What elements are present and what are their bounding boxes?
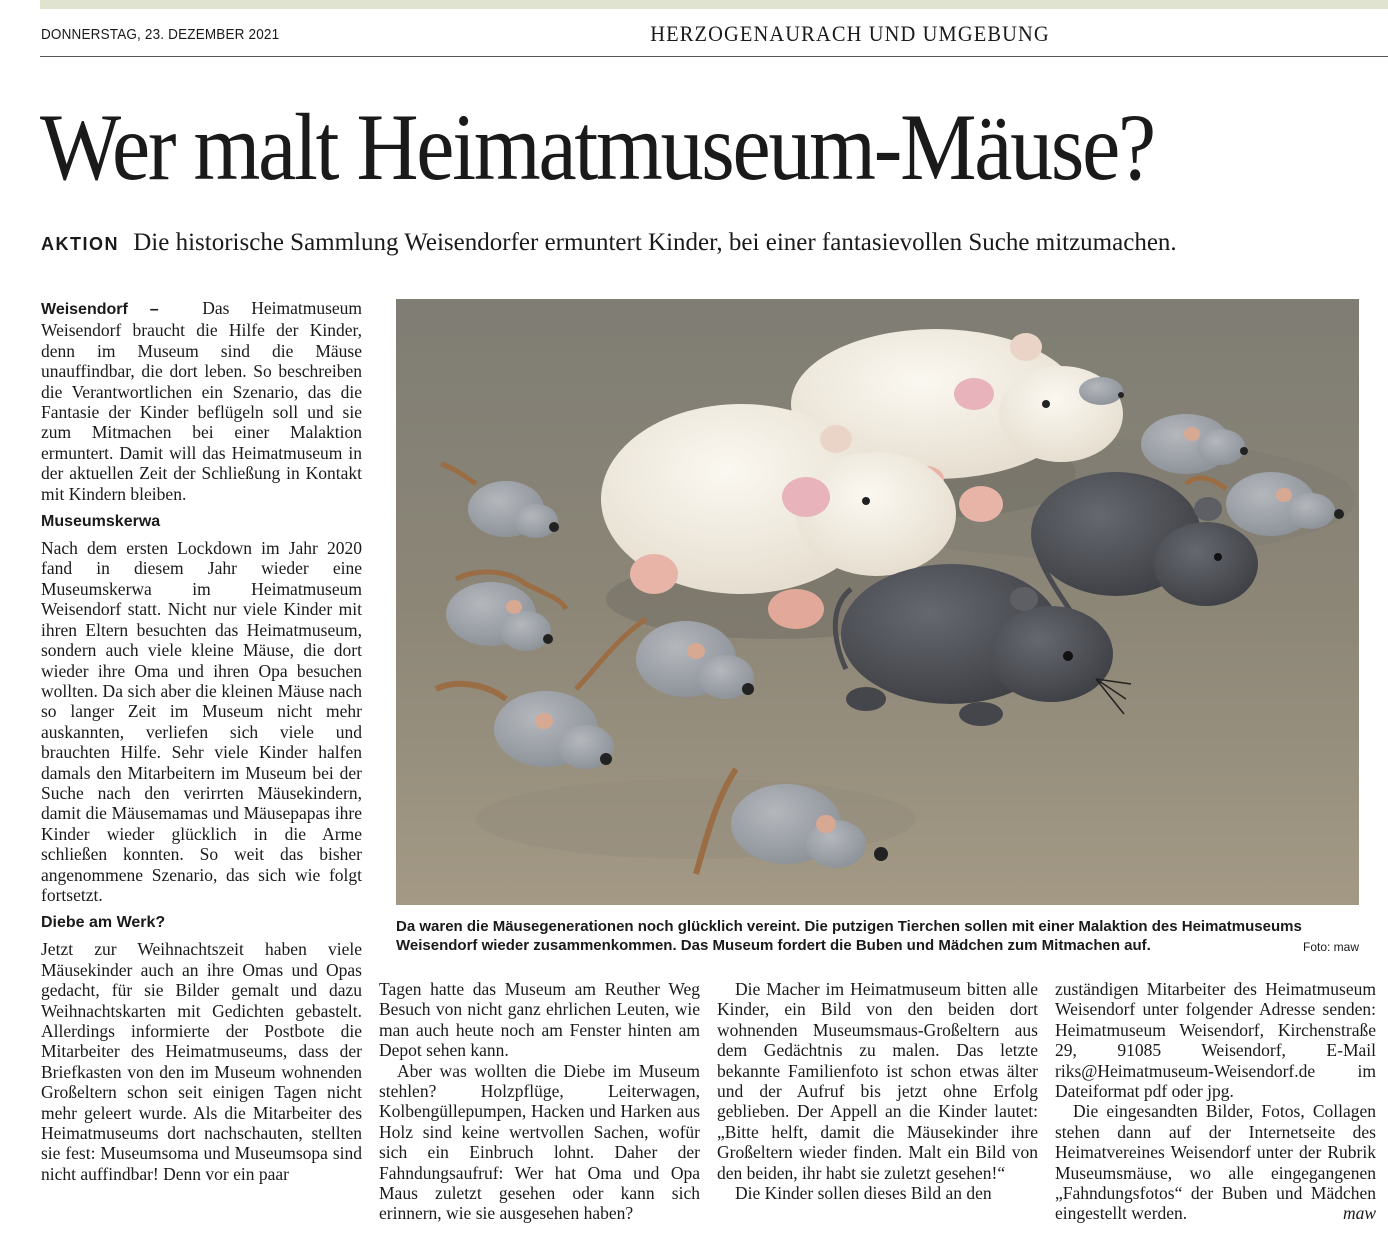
photo-stuffed-mice [396, 299, 1359, 905]
paragraph-7: Die Kinder sollen dieses Bild an den [735, 1183, 992, 1204]
section-title: HERZOGENAURACH UND UMGEBUNG [650, 21, 1050, 46]
paragraph-9-text: Die eingesandten Bilder, Fotos, Collagen stehen dann auf der Internetseite des Heimatvereines Weisendorf unter der Rubrik Museumsmäuse, wo alle eingegangenen „Fahndungsfotos“ der Buben und Mädchen eingestellt werden. [1055, 1101, 1376, 1224]
paragraph-4: Tagen hatte das Museum am Reuther Weg Besuch von nicht ganz ehrlichen Leuten, wie man auch heute noch am Fenster hinten am Depot sehen kann. [379, 979, 700, 1061]
kicker [41, 228, 1177, 259]
column-4 [1055, 979, 1376, 1224]
subheading-diebe: Diebe am Werk? [41, 914, 166, 932]
kicker-text: Die historische Sammlung Weisendorfer ermuntert Kinder, bei einer fantasievollen Suche mitzumachen. [133, 229, 1177, 256]
issue-date: DONNERSTAG, 23. DEZEMBER 2021 [41, 26, 280, 43]
paragraph-6: Die Macher im Heimatmuseum bitten alle Kinder, ein Bild von den beiden dort wohnenden Museumsmaus-Großeltern aus dem Gedächtnis zu malen. Das letzte bekannte Familienfoto ist schon etwas älter und der Aufruf bis jetzt ohne Erfolg geblieben. Der Appell an die Kinder lautet: „Bitte helft, damit die Mäusekinder ihre Großeltern wieder finden. Malt ein Bild von den beiden, ihr habt sie zuletzt gesehen!“ [717, 979, 1038, 1183]
paragraph-3: Jetzt zur Weihnachtszeit haben viele Mäusekinder auch an ihre Omas und Opas gedacht, für sie Bilder gemalt und dazu Weihnachtskarten mit Gedichten gebastelt. Allerdings informierte der Postbote die Mitarbeiter des Heimatmuseums, dass der Briefkasten von den im Museum wohnenden Großeltern schon seit einigen Tagen nicht mehr geleert wurde. Als die Mitarbeiter des Heimatmuseums dort nachschauten, stellten sie fest: Museumsoma und Museumsopa sind nicht auffindbar! Denn vor ein paar [41, 939, 362, 1184]
subheading-museumskerwa: Museumskerwa [41, 513, 161, 531]
intro-paragraph [41, 298, 362, 504]
photo-credit: Foto: maw [1302, 940, 1359, 954]
header-rule [40, 56, 1388, 57]
paragraph-5: Aber was wollten die Diebe im Museum stehlen? Holzpflüge, Leiterwagen, Kolbengüllepumpen, Hacken und Harken aus Holz sind keine wertvollen Sachen, wofür sich ein Einbruch lohnt. Daher der Fahndungsaufruf: Wer hat Oma und Opa Maus zuletzt gesehen oder kann sich erinnern, wie sie ausgesehen haben? [379, 1060, 700, 1224]
intro-text: Das Heimatmuseum Weisendorf braucht die Hilfe der Kinder, denn im Museum sind die Mäuse unauffindbar, die dort leben. So beschreiben die Verantwortlichen ein Szenario, das die Fantasie der Kinder beflügeln soll und sie zum Mitmachen bei einer Malaktion ermuntert. Damit will das Heimatmuseum in der aktuellen Zeit der Schließung in Kontakt mit Kindern bleiben. [41, 298, 363, 504]
paragraph-8: zuständigen Mitarbeiter des Heimatmuseum Weisendorf unter folgender Adresse senden: Heimatmuseum Weisendorf, Kirchenstraße 29, 91085 Weisendorf, E-Mail riks@Heimatmuseum-Weisendorf.de im Dateiformat pdf oder jpg. [1055, 979, 1376, 1102]
headline: Wer malt Heimatmuseum-Mäuse? [40, 94, 1154, 200]
dateline: Weisendorf – [41, 301, 159, 318]
paragraph-2: Nach dem ersten Lockdown im Jahr 2020 fand in diesem Jahr wieder eine Museumskerwa im Heimatmuseum Weisendorf statt. Nicht nur viele Kinder mit ihren Eltern besuchten das Heimatmuseum, sondern auch viele kleine Mäuse, die dort wieder ihre Oma und ihren Opa besuchen wollten. Da sich aber die kleinen Mäuse nach so langer Zeit im Museum nicht mehr auskannten, verliefen sich viele und brauchten Hilfe. Sehr viele Kinder halfen damals den Mitarbeitern im Museum bei der Suche nach den verirrten Mäusekindern, damit die Mäusemamas und Mäusepapas ihre Kinder wieder glücklich in die Arme schließen konnten. So weit das bisher angenommene Szenario, das sich wie folgt fortsetzt. [41, 538, 362, 905]
paragraph-9 [1055, 1101, 1376, 1223]
kicker-tag: AKTION [41, 234, 119, 254]
photo-caption: Da waren die Mäusegenerationen noch glücklich vereint. Die putzigen Tierchen sollen mit einer Malaktion des Heimatmuseums Weisendorf wieder zusammenkommen. Das Museum fordert die Buben und Mädchen zum Mitmachen auf. [396, 918, 1302, 954]
column-1 [41, 298, 362, 1184]
author-initials: maw [1342, 1203, 1376, 1224]
column-3 [717, 979, 1038, 1203]
top-color-bar [40, 0, 1388, 9]
column-2 [379, 979, 700, 1224]
